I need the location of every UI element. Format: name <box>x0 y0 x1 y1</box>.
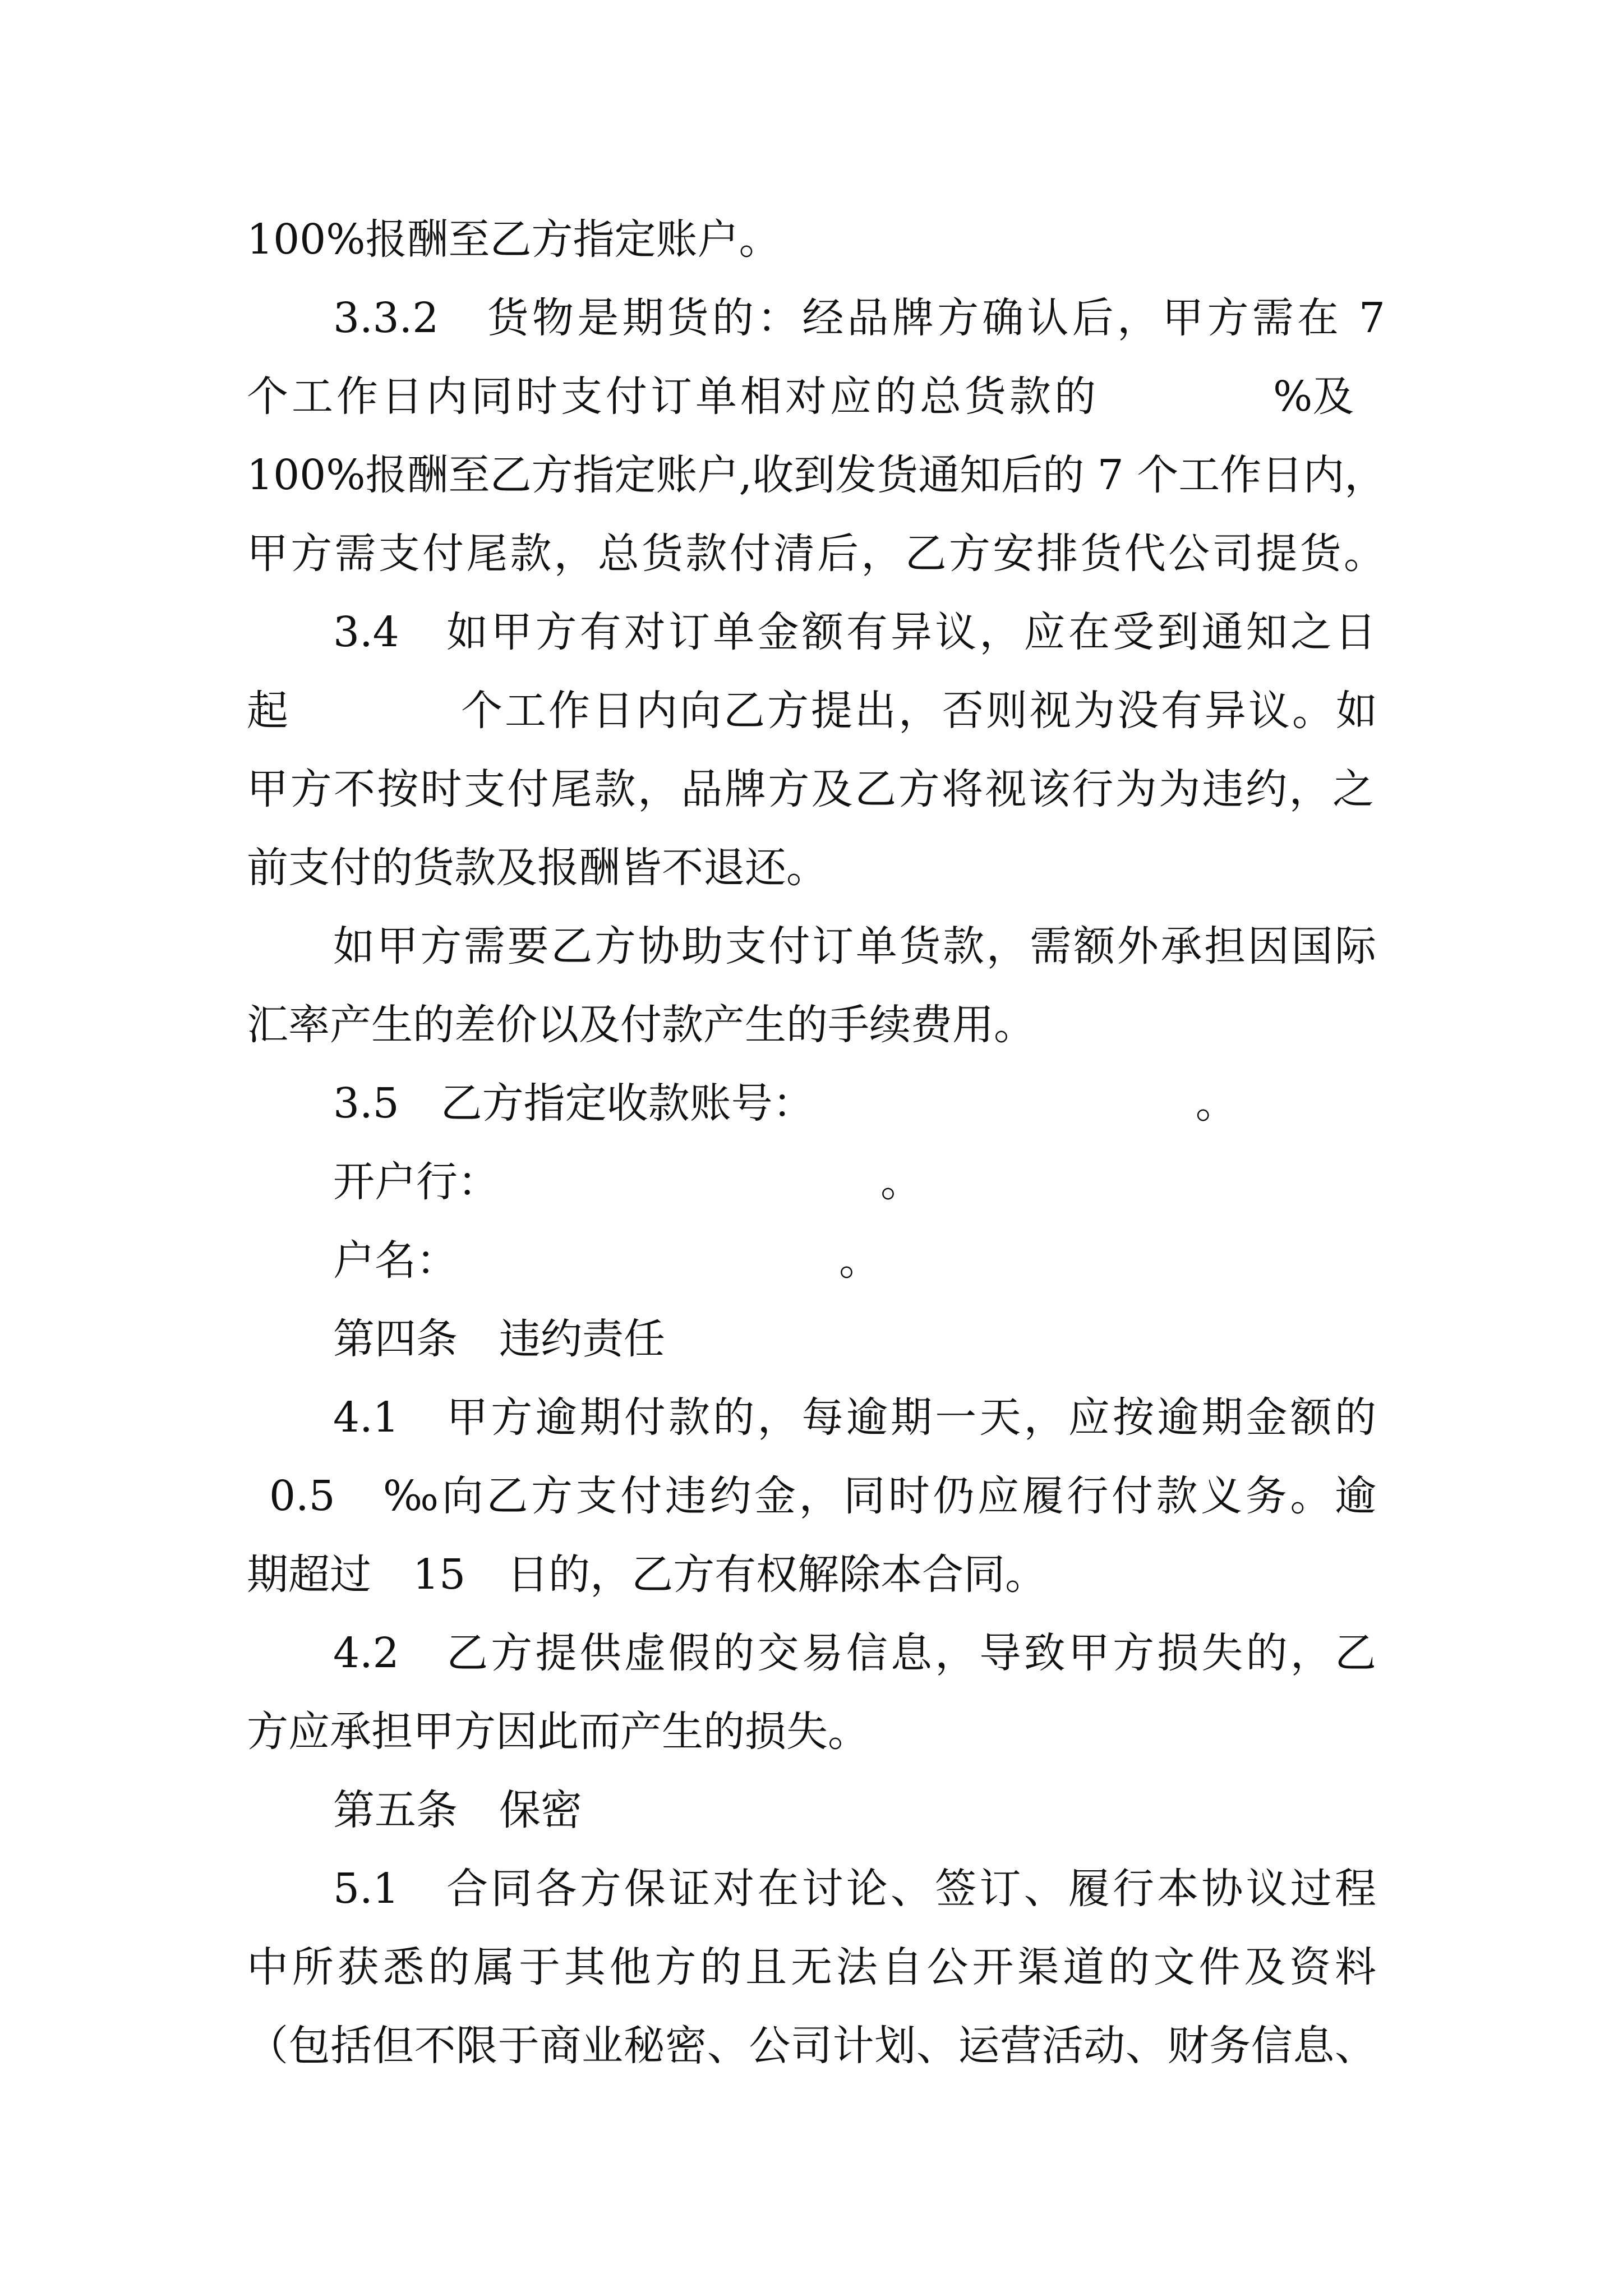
text-line: 100%报酬至乙方指定账户。 <box>247 215 781 264</box>
clause-4-1: 4.1 甲方逾期付款的，每逾期一天，应按逾期金额的 <box>333 1393 1376 1442</box>
text-line: 100%报酬至乙方指定账户,收到发货通知后的 7 个工作日内， <box>247 451 1386 499</box>
text-line: 如甲方需要乙方协助支付订单货款，需额外承担因国际 <box>333 922 1376 970</box>
text-line: 0.5 ‰向乙方支付违约金，同时仍应履行付款义务。逾 <box>269 1472 1376 1520</box>
text-segment: 个工作日内向乙方提出，否则视为没有异议。如 <box>461 687 1380 735</box>
text-line: 汇率产生的差价以及付款产生的手续费用。 <box>247 1001 1035 1049</box>
text-segment: 户名： <box>333 1236 458 1285</box>
section-heading: 第四条 违约责任 <box>333 1315 665 1363</box>
text-segment: %及 <box>1273 372 1354 421</box>
text-segment: 。 <box>839 1236 880 1285</box>
text-line: （包括但不限于商业秘密、公司计划、运营活动、财务信息、 <box>247 2022 1376 2070</box>
text-segment: 3.5 乙方指定收款账号： <box>333 1079 814 1128</box>
text-segment: 起 <box>247 687 288 735</box>
text-line <box>247 366 1354 427</box>
text-line: 期超过 15 日的，乙方有权解除本合同。 <box>247 1550 1047 1599</box>
text-line: 甲方不按时支付尾款，品牌方及乙方将视该行为为违约，之 <box>247 765 1374 813</box>
text-segment: 。 <box>880 1158 922 1206</box>
text-line: 甲方需支付尾款，总货款付清后，乙方安排货代公司提货。 <box>247 530 1385 578</box>
text-segment: 个工作日内同时支付订单相对应的总货款的 <box>247 372 1099 421</box>
text-line: 方应承担甲方因此而产生的损失。 <box>247 1708 869 1756</box>
clause-3-4: 3.4 如甲方有对订单金额有异议，应在受到通知之日 <box>333 608 1376 656</box>
clause-3-3-2: 3.3.2 货物是期货的：经品牌方确认后，甲方需在 7 <box>333 294 1385 342</box>
clause-4-2: 4.2 乙方提供虚假的交易信息，导致甲方损失的，乙 <box>333 1629 1376 1677</box>
bank-line <box>333 1151 922 1213</box>
clause-3-5 <box>333 1073 1237 1134</box>
clause-5-1: 5.1 合同各方保证对在讨论、签订、履行本协议过程 <box>333 1865 1376 1913</box>
text-segment: 开户行： <box>333 1158 499 1206</box>
account-name-line <box>333 1230 880 1291</box>
text-segment: 。 <box>1195 1079 1237 1128</box>
text-line: 中所获悉的属于其他方的且无法自公开渠道的文件及资料 <box>247 1943 1376 1991</box>
text-line: 前支付的货款及报酬皆不退还。 <box>247 844 828 892</box>
text-line <box>247 680 1380 742</box>
section-heading: 第五条 保密 <box>333 1786 582 1834</box>
